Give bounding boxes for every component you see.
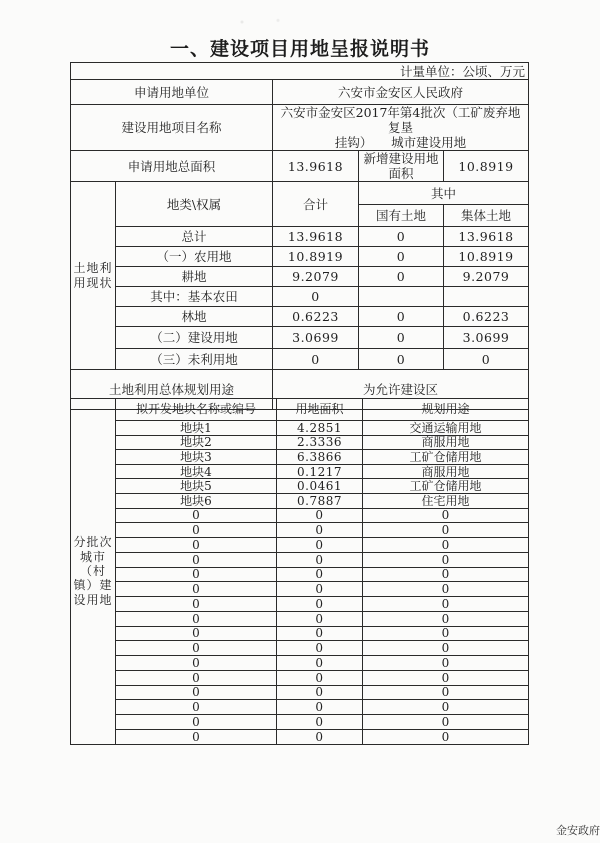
plot-name: 0 <box>116 538 277 553</box>
row-state: 0 <box>359 349 444 370</box>
plot-row <box>71 508 529 523</box>
plot-area: 0 <box>277 523 363 538</box>
plot-use: 0 <box>363 729 529 744</box>
plot-area: 0.7887 <box>277 493 363 508</box>
plot-name: 0 <box>116 597 277 612</box>
plot-name-header: 拟开发地块名称或编号 <box>116 399 277 421</box>
document-title: 一、建设项目用地呈报说明书 <box>169 38 430 60</box>
new-construction-area-value: 10.8919 <box>444 151 529 182</box>
plot-use: 0 <box>363 715 529 730</box>
row-total: 0 <box>273 349 359 370</box>
row-collective: 13.9618 <box>444 227 529 247</box>
row-state <box>359 287 444 307</box>
row-total: 0.6223 <box>273 307 359 327</box>
land-status-side-label: 土地利用现状 <box>71 182 116 370</box>
land-status-row <box>71 349 529 370</box>
plot-use: 0 <box>363 582 529 597</box>
plot-name: 0 <box>116 552 277 567</box>
plot-row <box>71 464 529 479</box>
plot-name: 0 <box>116 656 277 671</box>
plot-name: 地块4 <box>116 464 277 479</box>
plot-area: 0 <box>277 508 363 523</box>
plot-use: 0 <box>363 611 529 626</box>
plot-row <box>71 611 529 626</box>
category-header: 地类\权属 <box>116 182 273 227</box>
plot-name: 0 <box>116 685 277 700</box>
row-state: 0 <box>359 227 444 247</box>
plot-use: 住宅用地 <box>363 493 529 508</box>
plot-use: 商服用地 <box>363 464 529 479</box>
plot-use: 交通运输用地 <box>363 421 529 436</box>
plot-name: 0 <box>116 715 277 730</box>
plot-area: 0 <box>277 685 363 700</box>
plot-use: 工矿仓储用地 <box>363 450 529 465</box>
plot-row <box>71 450 529 465</box>
project-name-value <box>273 105 529 151</box>
row-collective <box>444 287 529 307</box>
plot-area: 0.1217 <box>277 464 363 479</box>
plot-area: 0.0461 <box>277 479 363 494</box>
row-name: （三）未利用地 <box>116 349 273 370</box>
plot-use: 0 <box>363 567 529 582</box>
total-area-label: 申请用地总面积 <box>71 151 273 182</box>
plot-name: 0 <box>116 582 277 597</box>
row-name: （一）农用地 <box>116 247 273 267</box>
planning-use-label: 土地利用总体规划用途 <box>71 370 273 410</box>
plot-name: 0 <box>116 700 277 715</box>
plot-name: 0 <box>116 729 277 744</box>
applicant-label: 申请用地单位 <box>71 80 273 105</box>
project-name-line1: 六安市金安区2017年第4批次（工矿废弃地复垦 <box>280 105 521 135</box>
plot-area: 0 <box>277 582 363 597</box>
row-collective: 9.2079 <box>444 267 529 287</box>
row-total: 13.9618 <box>273 227 359 247</box>
land-info-table <box>70 62 529 410</box>
plot-row <box>71 729 529 744</box>
state-land-header: 国有土地 <box>359 205 444 227</box>
plot-row <box>71 479 529 494</box>
plot-row <box>71 626 529 641</box>
row-name: 耕地 <box>116 267 273 287</box>
applicant-value: 六安市金安区人民政府 <box>273 80 529 105</box>
plot-area: 0 <box>277 729 363 744</box>
plot-name: 地块1 <box>116 421 277 436</box>
plot-name: 地块3 <box>116 450 277 465</box>
plot-row <box>71 597 529 612</box>
row-total: 3.0699 <box>273 327 359 349</box>
project-name-label: 建设用地项目名称 <box>71 105 273 151</box>
plot-area: 6.3866 <box>277 450 363 465</box>
row-total: 9.2079 <box>273 267 359 287</box>
plot-row <box>71 685 529 700</box>
plot-area: 0 <box>277 597 363 612</box>
unit-label: 计量单位：公顷、万元 <box>71 63 529 80</box>
plot-row <box>71 582 529 597</box>
plot-use: 0 <box>363 552 529 567</box>
row-name: 林地 <box>116 307 273 327</box>
land-status-row <box>71 227 529 247</box>
row-state: 0 <box>359 327 444 349</box>
plot-name: 0 <box>116 611 277 626</box>
plot-name: 0 <box>116 508 277 523</box>
plot-use: 0 <box>363 626 529 641</box>
plot-area: 0 <box>277 611 363 626</box>
plot-name: 0 <box>116 523 277 538</box>
land-status-row <box>71 247 529 267</box>
plot-row <box>71 421 529 436</box>
planning-use-value: 为允许建设区 <box>273 370 529 410</box>
plot-name: 0 <box>116 670 277 685</box>
plot-name: 0 <box>116 641 277 656</box>
plot-area: 0 <box>277 567 363 582</box>
row-collective: 0 <box>444 349 529 370</box>
plot-use: 商服用地 <box>363 435 529 450</box>
plot-use: 工矿仓储用地 <box>363 479 529 494</box>
plot-row <box>71 641 529 656</box>
row-name: （二）建设用地 <box>116 327 273 349</box>
plot-use: 0 <box>363 508 529 523</box>
plot-area: 2.3336 <box>277 435 363 450</box>
land-status-row <box>71 267 529 287</box>
plot-row <box>71 552 529 567</box>
plot-use: 0 <box>363 597 529 612</box>
plot-use: 0 <box>363 538 529 553</box>
row-name: 其中：基本农田 <box>116 287 273 307</box>
collective-land-header: 集体土地 <box>444 205 529 227</box>
plot-name: 地块5 <box>116 479 277 494</box>
plot-area: 0 <box>277 670 363 685</box>
total-area-value: 13.9618 <box>273 151 359 182</box>
row-state: 0 <box>359 307 444 327</box>
plot-area: 0 <box>277 626 363 641</box>
plot-use: 0 <box>363 700 529 715</box>
plot-use: 0 <box>363 656 529 671</box>
plot-area: 0 <box>277 641 363 656</box>
row-collective: 0.6223 <box>444 307 529 327</box>
plot-row <box>71 538 529 553</box>
row-total: 10.8919 <box>273 247 359 267</box>
plot-area: 0 <box>277 538 363 553</box>
row-state: 0 <box>359 267 444 287</box>
land-status-row <box>71 287 529 307</box>
plot-row <box>71 656 529 671</box>
plot-area: 4.2851 <box>277 421 363 436</box>
plot-area: 0 <box>277 700 363 715</box>
row-state: 0 <box>359 247 444 267</box>
footer-note: 金安政府 <box>556 824 600 837</box>
new-construction-area-label: 新增建设用地面积 <box>359 151 444 182</box>
plot-row <box>71 435 529 450</box>
plot-use: 0 <box>363 670 529 685</box>
row-collective: 3.0699 <box>444 327 529 349</box>
plot-use: 0 <box>363 641 529 656</box>
plot-row <box>71 715 529 730</box>
plot-row <box>71 670 529 685</box>
plots-table <box>70 398 529 745</box>
row-collective: 10.8919 <box>444 247 529 267</box>
land-status-row <box>71 327 529 349</box>
land-status-row <box>71 307 529 327</box>
plot-area-header: 用地面积 <box>277 399 363 421</box>
plot-row <box>71 700 529 715</box>
plot-row <box>71 523 529 538</box>
total-header: 合计 <box>273 182 359 227</box>
project-name-line2: 挂钩） 城市建设用地 <box>334 135 467 150</box>
plots-side-label: 分批次城市（村镇）建设用地 <box>71 399 116 745</box>
plot-area: 0 <box>277 656 363 671</box>
plot-use: 0 <box>363 685 529 700</box>
row-name: 总计 <box>116 227 273 247</box>
of-which-header: 其中 <box>359 182 529 205</box>
scan-artifact <box>215 14 305 30</box>
plot-name: 地块6 <box>116 493 277 508</box>
plot-use-header: 规划用途 <box>363 399 529 421</box>
plot-row <box>71 567 529 582</box>
plot-area: 0 <box>277 552 363 567</box>
plot-name: 地块2 <box>116 435 277 450</box>
plot-row <box>71 493 529 508</box>
plot-name: 0 <box>116 567 277 582</box>
plot-use: 0 <box>363 523 529 538</box>
plot-area: 0 <box>277 715 363 730</box>
plot-name: 0 <box>116 626 277 641</box>
row-total: 0 <box>273 287 359 307</box>
